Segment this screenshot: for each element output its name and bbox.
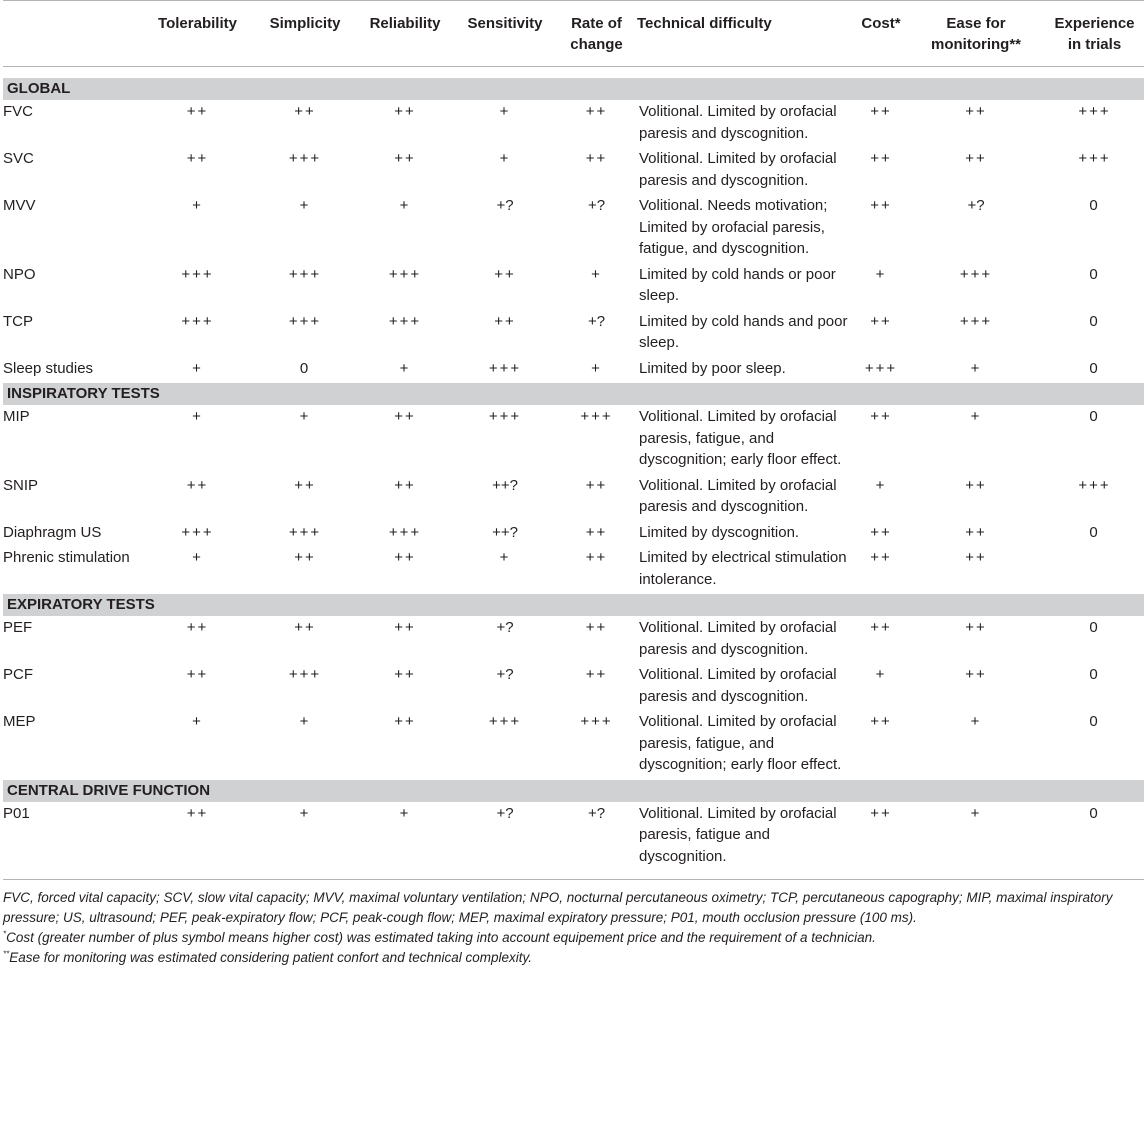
tolerability-cell: ++ — [186, 103, 209, 120]
experience-in-trials-cell: +++ — [1078, 476, 1111, 494]
reliability-cell: + — [399, 197, 411, 214]
ease-for-monitoring-cell: ++ — [965, 619, 987, 636]
tolerability-cell: + — [192, 197, 203, 214]
header-experience-in-trials: Experience in trials — [1054, 15, 1135, 53]
cost-cell: ++ — [870, 150, 892, 167]
technical-difficulty-cell: Volitional. Limited by orofacial paresis and dyscognition. — [639, 666, 837, 705]
header-rate-of-change: Rate of change — [570, 15, 623, 53]
technical-difficulty-cell: Volitional. Limited by orofacial paresis, fatigue, and dyscognition; early floor effect. — [639, 713, 842, 773]
test-name-cell: PCF — [3, 666, 33, 683]
cost-cell: ++ — [870, 804, 892, 822]
sensitivity-cell: + — [499, 549, 511, 566]
ease-for-monitoring-cell: ++ — [965, 666, 987, 683]
ease-for-monitoring-cell: +? — [967, 197, 985, 214]
footnote-ease — [3, 948, 1144, 968]
rate-of-change-cell: +? — [587, 804, 606, 822]
reliability-cell: ++ — [394, 408, 416, 425]
experience-in-trials-cell: 0 — [1089, 713, 1100, 730]
reliability-cell: ++ — [394, 150, 416, 167]
ease-for-monitoring-cell: +++ — [959, 312, 993, 330]
tolerability-cell: + — [192, 408, 203, 425]
reliability-cell: + — [399, 804, 411, 822]
test-name-cell: Phrenic stimulation — [3, 549, 130, 566]
footnote-cost-text: Cost (greater number of plus symbol means higher cost) was estimated taking into account equipement price and the requirement of a technician. — [6, 930, 876, 945]
cost-cell: + — [875, 265, 887, 283]
experience-in-trials-cell: 0 — [1089, 666, 1100, 683]
table-row — [3, 664, 1144, 711]
experience-in-trials-cell: 0 — [1089, 523, 1100, 541]
sensitivity-cell: +++ — [488, 359, 522, 377]
sensitivity-cell: + — [499, 103, 511, 120]
table-row — [3, 264, 1144, 311]
footnote-cost — [3, 928, 1144, 948]
sensitivity-cell: +? — [496, 619, 514, 636]
sensitivity-cell: ++ — [494, 312, 516, 330]
tolerability-cell: + — [192, 549, 203, 566]
table-body — [3, 67, 1144, 872]
header-sensitivity: Sensitivity — [467, 15, 543, 32]
ease-for-monitoring-cell: + — [970, 804, 982, 822]
simplicity-cell: ++ — [294, 103, 316, 120]
sensitivity-cell: ++? — [492, 476, 518, 494]
cost-cell: ++ — [870, 312, 892, 330]
sensitivity-cell: +++ — [488, 408, 522, 425]
reliability-cell: ++ — [394, 476, 416, 494]
cost-cell: ++ — [870, 197, 892, 214]
section-title: INSPIRATORY TESTS — [3, 383, 1144, 406]
sensitivity-cell: +? — [496, 197, 514, 214]
ease-for-monitoring-cell: ++ — [965, 523, 987, 541]
technical-difficulty-cell: Volitional. Limited by orofacial paresis, fatigue, and dyscognition; early floor effect. — [639, 408, 842, 468]
simplicity-cell: ++ — [294, 619, 316, 636]
experience-in-trials-cell — [1045, 547, 1144, 594]
experience-in-trials-cell: +++ — [1078, 103, 1111, 120]
table-row — [3, 711, 1144, 780]
header-technical-difficulty: Technical difficulty — [637, 15, 772, 32]
table-row — [3, 358, 1144, 384]
spacer-row — [3, 67, 1144, 79]
test-name-cell: PEF — [3, 619, 33, 636]
cost-cell: + — [875, 666, 887, 683]
table-row — [3, 148, 1144, 195]
ease-for-monitoring-cell: + — [970, 713, 982, 730]
tolerability-cell: ++ — [186, 804, 209, 822]
footnote-ease-mark: ** — [3, 949, 10, 959]
section-title: CENTRAL DRIVE FUNCTION — [3, 780, 1144, 803]
experience-in-trials-cell: 0 — [1089, 197, 1100, 214]
technical-difficulty-cell: Volitional. Limited by orofacial paresis and dyscognition. — [639, 619, 837, 658]
experience-in-trials-cell: 0 — [1089, 619, 1100, 636]
header-simplicity: Simplicity — [269, 15, 341, 32]
tolerability-cell: ++ — [186, 619, 209, 636]
simplicity-cell: ++ — [294, 549, 316, 566]
cost-cell: +++ — [864, 359, 898, 377]
test-name-cell: Diaphragm US — [3, 523, 102, 541]
rate-of-change-cell: +++ — [580, 713, 613, 730]
test-name-cell: SNIP — [3, 476, 39, 494]
ease-for-monitoring-cell: ++ — [965, 549, 987, 566]
footnote-abbreviations: FVC, forced vital capacity; SCV, slow vital capacity; MVV, maximal voluntary ventilation; NPO, nocturnal percutaneous oximetry; TCP, percutaneous capography; MIP, maximal inspiratory pressure; US, ultrasound; PEF, peak-expiratory flow; PCF, peak-cough flow; MEP, maximal expiratory pressure; P01, mouth occlusion pressure (100 ms). — [3, 890, 1113, 925]
sensitivity-cell: +? — [496, 666, 514, 683]
reliability-cell: +++ — [388, 265, 422, 283]
sensitivity-cell: +++ — [488, 713, 522, 730]
table-row — [3, 617, 1144, 665]
rate-of-change-cell: +++ — [580, 408, 613, 425]
rate-of-change-cell: ++ — [585, 619, 608, 636]
tolerability-cell: ++ — [186, 666, 209, 683]
spacer-cell — [3, 67, 1144, 79]
table-row — [3, 311, 1144, 358]
header-test — [3, 1, 145, 67]
rate-of-change-cell: +? — [587, 312, 606, 330]
sensitivity-cell: ++ — [494, 265, 516, 283]
technical-difficulty-cell: Volitional. Needs motivation; Limited by orofacial paresis, fatigue, and dyscognition. — [639, 197, 828, 257]
table-row — [3, 802, 1144, 871]
header-cost: Cost* — [861, 15, 901, 32]
technical-difficulty-cell: Volitional. Limited by orofacial paresis and dyscognition. — [639, 150, 837, 189]
reliability-cell: ++ — [394, 549, 416, 566]
technical-difficulty-cell: Volitional. Limited by orofacial paresis and dyscognition. — [639, 103, 837, 142]
sensitivity-cell: +? — [496, 804, 514, 822]
cost-cell: ++ — [870, 523, 892, 541]
tolerability-cell: + — [192, 713, 203, 730]
sensitivity-cell: + — [499, 150, 511, 167]
section-header-row — [3, 383, 1144, 406]
section-header-row — [3, 780, 1144, 803]
cost-cell: + — [875, 476, 887, 494]
table-footnotes — [3, 879, 1144, 968]
simplicity-cell: + — [299, 197, 311, 214]
reliability-cell: ++ — [394, 103, 416, 120]
technical-difficulty-cell: Volitional. Limited by orofacial paresis and dyscognition. — [639, 476, 837, 515]
cost-cell: ++ — [870, 408, 892, 425]
technical-difficulty-cell: Limited by electrical stimulation intolerance. — [639, 549, 847, 588]
reliability-cell: ++ — [394, 713, 416, 730]
footnote-ease-text: Ease for monitoring was estimated considering patient confort and technical complexity. — [9, 950, 533, 965]
rate-of-change-cell: + — [591, 265, 602, 283]
section-header-row — [3, 78, 1144, 101]
reliability-cell: ++ — [394, 666, 416, 683]
simplicity-cell: +++ — [288, 265, 322, 283]
cost-cell: ++ — [870, 549, 892, 566]
experience-in-trials-cell: 0 — [1089, 804, 1100, 822]
header-ease-for-monitoring: Ease for monitoring** — [931, 15, 1021, 53]
rate-of-change-cell: +? — [587, 197, 606, 214]
technical-difficulty-cell: Limited by poor sleep. — [639, 359, 786, 377]
header-reliability: Reliability — [369, 15, 441, 32]
table-row — [3, 195, 1144, 264]
rate-of-change-cell: ++ — [585, 476, 608, 494]
rate-of-change-cell: + — [591, 359, 602, 377]
tolerability-cell: ++ — [186, 150, 209, 167]
table-row — [3, 547, 1144, 594]
ease-for-monitoring-cell: + — [970, 408, 982, 425]
ease-for-monitoring-cell: +++ — [959, 265, 993, 283]
table-row — [3, 522, 1144, 548]
sensitivity-cell: ++? — [492, 523, 518, 541]
reliability-cell: +++ — [388, 312, 422, 330]
ease-for-monitoring-cell: ++ — [965, 150, 987, 167]
reliability-cell: ++ — [394, 619, 416, 636]
ease-for-monitoring-cell: + — [970, 359, 982, 377]
footnote-cost-mark: * — [3, 929, 7, 939]
test-name-cell: TCP — [3, 312, 33, 330]
section-title: EXPIRATORY TESTS — [3, 594, 1144, 617]
test-name-cell: FVC — [3, 103, 33, 120]
test-name-cell: SVC — [3, 150, 34, 167]
cost-cell: ++ — [870, 619, 892, 636]
table-row — [3, 475, 1144, 522]
cost-cell: ++ — [870, 103, 892, 120]
rate-of-change-cell: ++ — [585, 523, 608, 541]
respiratory-tests-table — [3, 0, 1144, 871]
test-name-cell: Sleep studies — [3, 359, 94, 377]
simplicity-cell: + — [299, 713, 311, 730]
table-row — [3, 101, 1144, 149]
section-header-row — [3, 594, 1144, 617]
table-row — [3, 406, 1144, 475]
technical-difficulty-cell: Limited by dyscognition. — [639, 523, 800, 541]
simplicity-cell: + — [299, 408, 311, 425]
reliability-cell: + — [399, 359, 411, 377]
rate-of-change-cell: ++ — [585, 150, 608, 167]
header-tolerability: Tolerability — [158, 15, 237, 32]
simplicity-cell: + — [299, 804, 311, 822]
tolerability-cell: +++ — [181, 312, 214, 330]
experience-in-trials-cell: 0 — [1089, 359, 1100, 377]
experience-in-trials-cell: 0 — [1089, 408, 1100, 425]
cost-cell: ++ — [870, 713, 892, 730]
reliability-cell: +++ — [388, 523, 422, 541]
rate-of-change-cell: ++ — [585, 549, 608, 566]
simplicity-cell: +++ — [288, 150, 322, 167]
simplicity-cell: 0 — [299, 359, 311, 377]
tolerability-cell: +++ — [181, 523, 214, 541]
experience-in-trials-cell: 0 — [1089, 312, 1100, 330]
technical-difficulty-cell: Limited by cold hands and poor sleep. — [639, 312, 848, 351]
simplicity-cell: ++ — [294, 476, 316, 494]
test-name-cell: MEP — [3, 713, 36, 730]
tolerability-cell: +++ — [181, 265, 214, 283]
tolerability-cell: + — [192, 359, 203, 377]
tolerability-cell: ++ — [186, 476, 209, 494]
rate-of-change-cell: ++ — [585, 666, 608, 683]
ease-for-monitoring-cell: ++ — [965, 103, 987, 120]
header-row — [3, 1, 1144, 67]
test-name-cell: MVV — [3, 197, 36, 214]
test-name-cell: P01 — [3, 804, 30, 822]
experience-in-trials-cell: +++ — [1078, 150, 1111, 167]
rate-of-change-cell: ++ — [585, 103, 608, 120]
ease-for-monitoring-cell: ++ — [965, 476, 987, 494]
technical-difficulty-cell: Limited by cold hands or poor sleep. — [639, 265, 836, 304]
simplicity-cell: +++ — [288, 312, 322, 330]
section-title: GLOBAL — [3, 78, 1144, 101]
test-name-cell: NPO — [3, 265, 36, 283]
technical-difficulty-cell: Volitional. Limited by orofacial paresis, fatigue and dyscognition. — [639, 804, 837, 865]
test-name-cell: MIP — [3, 408, 30, 425]
simplicity-cell: +++ — [288, 666, 322, 683]
simplicity-cell: +++ — [288, 523, 322, 541]
experience-in-trials-cell: 0 — [1089, 265, 1100, 283]
